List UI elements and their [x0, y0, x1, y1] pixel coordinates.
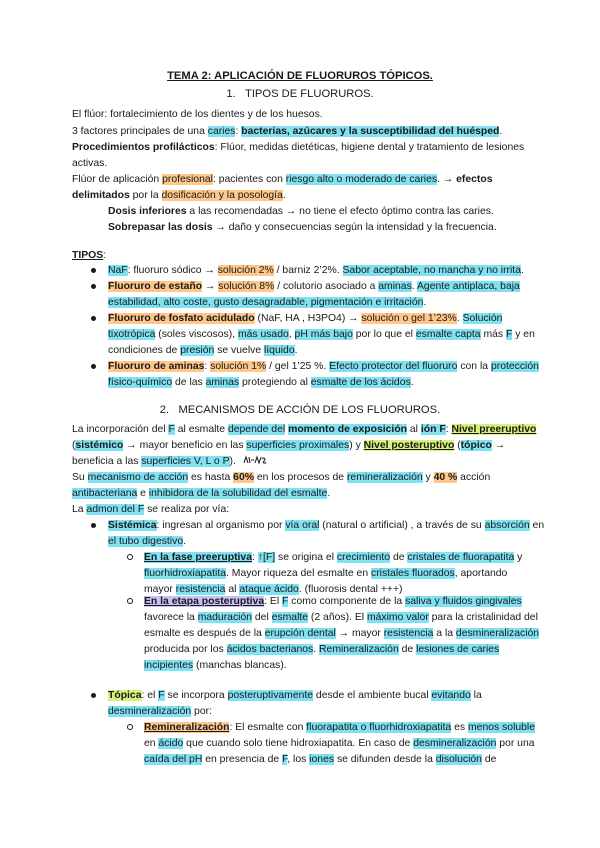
posteruptiva-line-3: esmalte es después de la erupción dental → mayor resistencia a la desmineralización	[144, 628, 540, 639]
bullet-dot-icon	[91, 693, 96, 698]
posteruptiva-line-4: producida por los ácidos bacterianos. Remineralización de lesiones de caries	[144, 644, 500, 655]
tipo-fosfato-line-2: tixotrópica (soles viscosos), más usado, pH más bajo por lo que el esmalte capta más F y en	[108, 329, 535, 340]
tipo-fosfato-line-1: Fluoruro de fosfato acidulado (NaF, HA , H3PO4) → solución o gel 1’23%. Solución	[108, 313, 503, 324]
tipo-aminas-line-1: Fluoruro de aminas: solución 1% / gel 1’25 %. Efecto protector del fluoruro con la protección	[108, 361, 539, 372]
document-title: TEMA 2: APLICACIÓN DE FLUORUROS TÓPICOS.	[167, 70, 433, 82]
tipo-estano-line-2: estabilidad, alto coste, gusto desagradable, pigmentación e irritación.	[108, 297, 427, 308]
handwritten-scribble-icon	[243, 454, 267, 466]
bullet-dot-icon	[91, 523, 96, 528]
section-2-title: MECANISMOS DE ACCIÓN DE LOS FLUORUROS.	[178, 404, 441, 416]
intro-line-2: 3 factores principales de una caries: bacterias, azúcares y la susceptibilidad del huésped.	[72, 126, 503, 137]
section-1-number: 1.	[226, 88, 236, 100]
posteruptiva-line-5: incipientes (manchas blancas).	[144, 660, 287, 671]
section-2-number: 2.	[159, 404, 170, 416]
mecanismo-p2-line-2: antibacteriana e inhibidora de la solubilidad del esmalte.	[72, 488, 331, 499]
preeruptiva-line-2: fluorhidroxiapatita. Mayor riqueza del esmalte en cristales fluorados, aportando	[144, 568, 508, 579]
mecanismo-p2-line-1: Su mecanismo de acción es hasta 60% en los procesos de remineralización y 40 % acción	[72, 472, 491, 483]
mecanismo-p1-line-1: La incorporación del F al esmalte depende del momento de exposición al ión F: Nivel preeruptivo	[72, 424, 537, 435]
tipo-aminas-line-2: físico-químico de las aminas protegiendo al esmalte de los ácidos.	[108, 377, 414, 388]
sub-bullet-ring-icon	[127, 554, 133, 560]
section-1-heading	[0, 88, 600, 101]
reminera-line-1: Remineralización: El esmalte con fluorapatita o fluorhidroxiapatita es menos soluble	[144, 722, 536, 733]
preeruptiva-line-3: mayor resistencia al ataque ácido. (fluorosis dental +++)	[144, 584, 403, 595]
sistemica-line-2: el tubo digestivo.	[108, 536, 186, 547]
preeruptiva-line-1: En la fase preeruptiva: ↑[F] se origina el crecimiento de cristales de fluorapatita y	[144, 552, 523, 563]
intro-line-1: El flúor: fortalecimiento de los dientes y de los huesos.	[72, 109, 323, 120]
bullet-dot-icon	[91, 268, 96, 273]
intro-line-3: Procedimientos profilácticos: Flúor, medidas dietéticas, higiene dental y tratamiento de lesiones	[72, 142, 525, 153]
mecanismo-p1-line-3: beneficia a las superficies V, L o P).	[72, 456, 236, 467]
section-2-heading	[0, 404, 600, 417]
sub-bullet-ring-icon	[127, 724, 133, 730]
tipo-naf: NaF: fluoruro sódico → solución 2% / barniz 2’2%. Sabor aceptable, no mancha y no irrita.	[108, 265, 524, 276]
intro-line-8: Sobrepasar las dosis → daño y consecuencias según la intensidad y la frecuencia.	[108, 222, 497, 233]
tipos-heading: TIPOS:	[72, 250, 107, 261]
mecanismo-p3: La admon del F se realiza por vía:	[72, 504, 230, 515]
section-1-title: TIPOS DE FLUORUROS.	[244, 88, 374, 100]
reminera-line-3: caída del pH en presencia de F, los iones se difunden desde la disolución de	[144, 754, 497, 765]
posteruptiva-line-2: favorece la maduración del esmalte (2 años). El máximo valor para la cristalinidad del	[144, 612, 538, 623]
tipo-fosfato-line-3: condiciones de presión se vuelve líquido.	[108, 345, 298, 356]
bullet-dot-icon	[91, 364, 96, 369]
mecanismo-p1-line-2: (sistémico → mayor beneficio en las superficies proximales) y Nivel posteruptivo (tópico →	[72, 440, 506, 451]
topica-line-1: Tópica: el F se incorpora posteruptivamente desde el ambiente bucal evitando la	[108, 690, 482, 701]
intro-line-5: Flúor de aplicación profesional: pacientes con riesgo alto o moderado de caries. → efectos	[72, 174, 493, 185]
intro-line-4: activas.	[72, 158, 108, 169]
tipo-estano-line-1: Fluoruro de estaño → solución 8% / colutorio asociado a aminas. Agente antiplaca, baja	[108, 281, 520, 292]
reminera-line-2: en ácido que cuando solo tiene hidroxiapatita. En caso de desmineralización por una	[144, 738, 535, 749]
sub-bullet-ring-icon	[127, 598, 133, 604]
bullet-dot-icon	[91, 316, 96, 321]
sistemica-line-1: Sistémica: ingresan al organismo por vía oral (natural o artificial) , a través de su absorción en	[108, 520, 545, 531]
posteruptiva-line-1: En la etapa posteruptiva: El F como componente de la saliva y fluidos gingivales	[144, 596, 522, 607]
topica-line-2: desmineralización por:	[108, 706, 212, 717]
intro-line-7: Dosis inferiores a las recomendadas → no tiene el efecto óptimo contra las caries.	[108, 206, 494, 217]
intro-line-6: delimitados por la dosificación y la posología.	[72, 190, 286, 201]
bullet-dot-icon	[91, 284, 96, 289]
